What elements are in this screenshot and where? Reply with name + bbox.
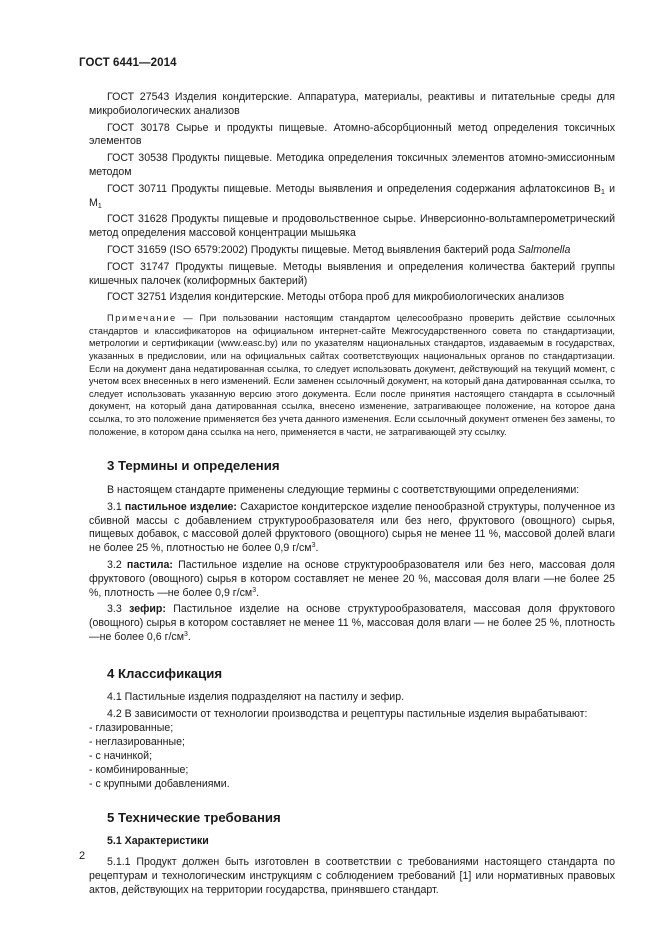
page-number: 2: [79, 850, 86, 862]
reference-gost-31747: ГОСТ 31747 Продукты пищевые. Методы выявления и определения количества бактерий группы кишечных палочек (колиформных бактерий): [89, 260, 615, 287]
clause-5-1-1: 5.1.1 Продукт должен быть изготовлен в соответствии с требованиями настоящего стандарта по рецептурам и технологическим инструкциям с соблюдением требований [1] или нормативных правовых актов, действующих на территории государства, принявшего стандарт.: [89, 856, 615, 897]
list-item: - с крупными добавлениями.: [89, 778, 230, 791]
classification-list: [89, 721, 615, 791]
document-header: ГОСТ 6441—2014: [79, 57, 177, 69]
reference-gost-31628: ГОСТ 31628 Продукты пищевые и продовольственное сырье. Инверсионно-вольтамперометрический метод определения массовой концентрации мышьяка: [89, 213, 615, 240]
reference-text: ГОСТ 30711 Продукты пищевые. Методы выявления и определения содержания афлатоксинов: [107, 182, 590, 195]
section-4-heading: 4 Классификация: [107, 665, 223, 681]
clause-4-2: 4.2 В зависимости от технологии производства и рецептуры пастильные изделия вырабатывают:: [107, 707, 588, 720]
term-3-1: 3.1 пастильное изделие: Сахаристое кондитерское изделие пенообразной структуры, полученное из сбивной массы с добавлением структурообразователя или без него, фруктового (овощного) сырья, пищевых добавок, с массовой долей фруктового (овощного) сырья не менее 11 %, массовой долей влаги не более 25 %, плотностью не более 0,9 $г/см^3$.: [89, 500, 616, 555]
term-name: пастильное изделие:: [124, 500, 237, 513]
reference-gost-30711: [89, 183, 615, 211]
term-name: пастила:: [126, 559, 173, 572]
term-3-2: 3.2 пастила: Пастильное изделие на основе структурообразователя или без него, массовая доля фруктового (овощного) сырья в котором составляет не менее 20 %, массовая доля влаги —не более 25 %, плотность —не более 0,9 $г/см^3$.: [89, 559, 615, 599]
reference-text: ГОСТ 31659 (ISO 6579:2002) Продукты пищевые. Метод выявления бактерий рода: [107, 243, 516, 256]
list-item: - с начинкой;: [89, 750, 153, 763]
page-content: [89, 91, 615, 901]
section-3-heading: 3 Термины и определения: [107, 458, 280, 474]
term-name: зефир:: [129, 603, 166, 616]
section-3-intro: В настоящем стандарте применены следующие термины с соответствующими определениями:: [107, 484, 580, 497]
subsection-5-1-heading: 5.1 Характеристики: [107, 835, 209, 848]
note-text: — При пользовании настоящим стандартом целесообразно проверить действие ссылочных стандартов и классификаторов на официальном интернет-сайте Межгосударственного совета по стандартизации, метрологии и сертификации (www.easc.by) или по указателям национальных стандартов, издаваемым в государствах, указанных в предисловии, или на официальных сайтах соответствующих национальных органов по стандартизации. Если на документ дана недатированная ссылка, то следует использовать документ, действующий на текущий момент, с учетом всех внесенных в него изменений. Если заменен ссылочный документ, на который дана датированная ссылка, то следует использовать указанную версию этого документа. Если после принятия настоящего стандарта в ссылочный документ, на который дана датированная ссылка, внесено изменение, затрагивающее положение, на которое дана ссылка, то это положение применяется без учета данного изменения. Если ссылочный документ отменен без замены, то положение, в котором дана ссылка на него, применяется в части, не затрагивающей эту ссылку.: [89, 313, 615, 437]
reference-gost-27543: ГОСТ 27543 Изделия кондитерские. Аппаратура, материалы, реактивы и питательные среды для микробиологических анализов: [89, 91, 615, 117]
clause-4-1: 4.1 Пастильные изделия подразделяют на пастилу и зефир.: [107, 690, 405, 703]
reference-gost-32751: ГОСТ 32751 Изделия кондитерские. Методы отбора проб для микробиологических анализов: [107, 291, 565, 304]
list-item: - комбинированные;: [89, 764, 189, 777]
reference-gost-31659: [89, 244, 615, 258]
reference-gost-30538: ГОСТ 30538 Продукты пищевые. Методика определения токсичных элементов атомно-эмиссионным методом: [89, 152, 615, 178]
note-paragraph: [89, 312, 615, 438]
list-item: - глазированные;: [89, 722, 174, 735]
salmonella-genus: Salmonella: [517, 243, 571, 256]
reference-gost-30178: ГОСТ 30178 Сырье и продукты пищевые. Атомно-абсорбционный метод определения токсичных элементов: [89, 121, 615, 148]
aflatoxin-types: $В_1$ и $М_1$: [89, 182, 615, 210]
term-3-3: 3.3 зефир: Пастильное изделие на основе структурообразователя, массовая доля фруктового (овощного) сырья в котором составляет не менее 11 %, массовая доля влаги — не более 25 %, плотность —не более 0,6 $г/см^3$.: [89, 603, 615, 644]
section-5-heading: 5 Технические требования: [107, 810, 281, 826]
list-item: - неглазированные;: [89, 736, 185, 749]
note-lead: Примечание: [107, 313, 177, 324]
